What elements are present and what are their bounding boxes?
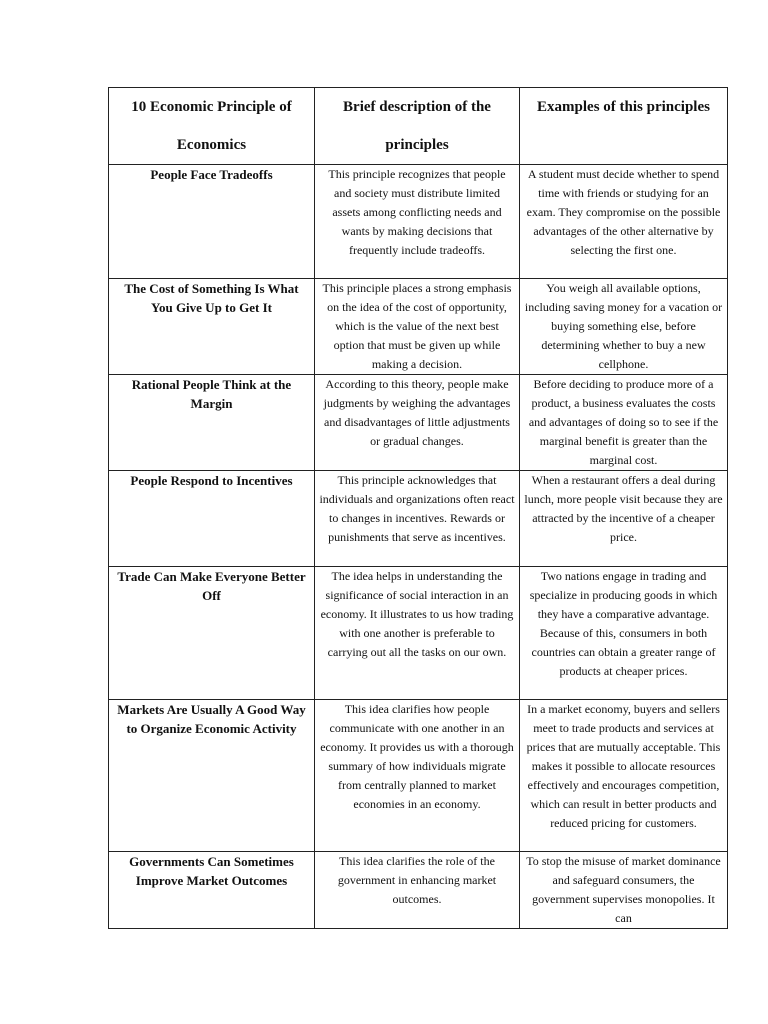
table-row bbox=[109, 700, 728, 852]
description-cell: According to this theory, people make judgments by weighing the advantages and disadvantages of little adjustments or gradual changes. bbox=[315, 375, 520, 471]
principle-cell: Markets Are Usually A Good Way to Organize Economic Activity bbox=[109, 700, 315, 852]
table-row bbox=[109, 567, 728, 700]
economic-principles-table bbox=[108, 87, 728, 929]
table-row bbox=[109, 279, 728, 375]
principle-cell: People Face Tradeoffs bbox=[109, 165, 315, 279]
header-example: Examples of this principles bbox=[520, 88, 728, 165]
description-cell: The idea helps in understanding the significance of social interaction in an economy. It illustrates to us how trading with one another is preferable to carrying out all the tasks on our own. bbox=[315, 567, 520, 700]
example-cell: A student must decide whether to spend time with friends or studying for an exam. They compromise on the possible advantages of the other alternative by selecting the first one. bbox=[520, 165, 728, 279]
table-row bbox=[109, 852, 728, 929]
table-row bbox=[109, 375, 728, 471]
description-cell: This principle recognizes that people and society must distribute limited assets among conflicting needs and wants by making decisions that frequently include tradeoffs. bbox=[315, 165, 520, 279]
description-cell: This idea clarifies the role of the government in enhancing market outcomes. bbox=[315, 852, 520, 929]
principle-cell: People Respond to Incentives bbox=[109, 471, 315, 567]
table-row bbox=[109, 471, 728, 567]
example-cell: In a market economy, buyers and sellers meet to trade products and services at prices that are mutually acceptable. This makes it possible to allocate resources effectively and encourages competition, which can result in better products and reduced pricing for customers. bbox=[520, 700, 728, 852]
table-row bbox=[109, 165, 728, 279]
principle-cell: Rational People Think at the Margin bbox=[109, 375, 315, 471]
principle-cell: The Cost of Something Is What You Give Up to Get It bbox=[109, 279, 315, 375]
description-cell: This principle places a strong emphasis on the idea of the cost of opportunity, which is the value of the next best option that must be given up while making a decision. bbox=[315, 279, 520, 375]
example-cell: Two nations engage in trading and specialize in producing goods in which they have a comparative advantage. Because of this, consumers in both countries can obtain a greater range of products at cheaper prices. bbox=[520, 567, 728, 700]
example-cell: You weigh all available options, including saving money for a vacation or buying something else, before determining whether to buy a new cellphone. bbox=[520, 279, 728, 375]
description-cell: This principle acknowledges that individuals and organizations often react to changes in incentives. Rewards or punishments that serve as incentives. bbox=[315, 471, 520, 567]
principle-cell: Trade Can Make Everyone Better Off bbox=[109, 567, 315, 700]
header-description: Brief description of the principles bbox=[315, 88, 520, 165]
example-cell: Before deciding to produce more of a product, a business evaluates the costs and advantages of doing so to see if the marginal benefit is greater than the marginal cost. bbox=[520, 375, 728, 471]
description-cell: This idea clarifies how people communicate with one another in an economy. It provides us with a thorough summary of how individuals migrate from centrally planned to market economies in an economy. bbox=[315, 700, 520, 852]
example-cell: When a restaurant offers a deal during lunch, more people visit because they are attracted by the incentive of a cheaper price. bbox=[520, 471, 728, 567]
example-cell: To stop the misuse of market dominance and safeguard consumers, the government supervises monopolies. It can bbox=[520, 852, 728, 929]
table-header-row bbox=[109, 88, 728, 165]
principle-cell: Governments Can Sometimes Improve Market Outcomes bbox=[109, 852, 315, 929]
header-principle: 10 Economic Principle of Economics bbox=[109, 88, 315, 165]
